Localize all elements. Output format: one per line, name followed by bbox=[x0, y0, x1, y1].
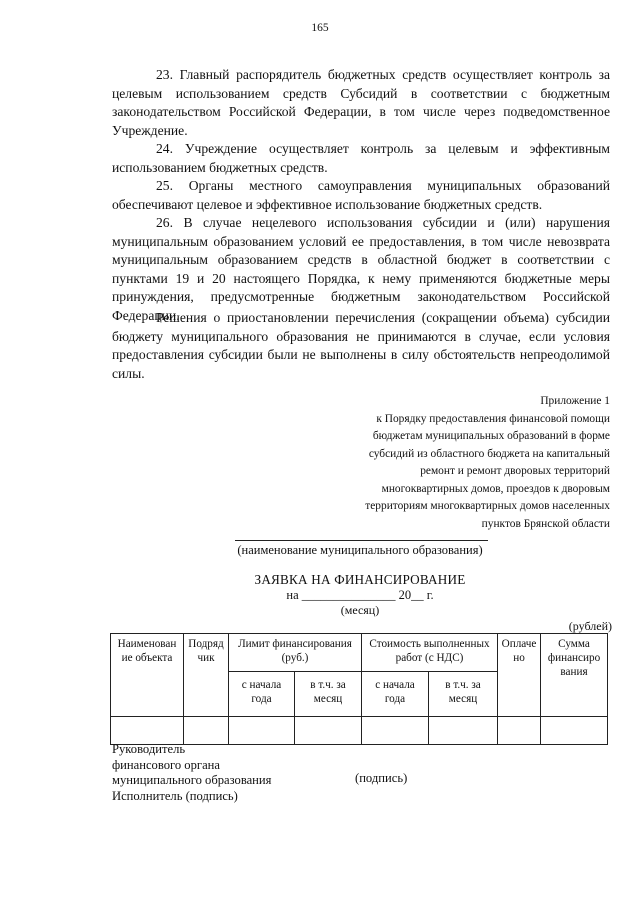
paragraph-decisions bbox=[112, 309, 610, 383]
paragraph-24 bbox=[112, 140, 610, 177]
form-title: ЗАЯВКА НА ФИНАНСИРОВАНИЕ bbox=[254, 572, 466, 587]
table-cell bbox=[111, 717, 184, 745]
header-work-cost: Стоимость выполненных работ (с НДС) bbox=[362, 634, 498, 672]
paragraph-26-text: 26. В случае нецелевого использования субсидии и (или) нарушения муниципальным образованием условий ее предоставления, в том числе невозврата муниципальным образованием средств в областной бюджет в соответствии с пунктами 19 и 20 настоящего Порядка, к нему применяются бюджетные меры принуждения, предусмотренные бюджетным законодательством Российской Федерации. bbox=[112, 215, 610, 323]
header-paid: Оплаче но bbox=[498, 634, 541, 717]
header-contractor: Подряд чик bbox=[184, 634, 229, 717]
table-cell bbox=[295, 717, 362, 745]
paragraph-23-text: 23. Главный распорядитель бюджетных средств осуществляет контроль за целевым использованием средств Субсидий в соответствии с бюджетным законодательством Российской Федерации, в том числе через подведомственное Учреждение. bbox=[112, 67, 610, 138]
table-cell bbox=[429, 717, 498, 745]
page-number: 165 bbox=[311, 22, 329, 34]
appendix-line: пунктов Брянской области bbox=[481, 517, 610, 530]
signature-head-line-3: муниципального образования bbox=[112, 773, 272, 787]
header-financing-sum: Сумма финансиро вания bbox=[541, 634, 608, 717]
table-row bbox=[111, 717, 608, 745]
header-financing-limit: Лимит финансирования (руб.) bbox=[229, 634, 362, 672]
appendix-line: многоквартирных домов, проездов к дворовым bbox=[381, 482, 610, 495]
paragraph-25-text: 25. Органы местного самоуправления муниципальных образований обеспечивают целевое и эффективное использование бюджетных средств. bbox=[112, 178, 610, 212]
signature-caption: (подпись) bbox=[355, 771, 408, 785]
signature-head-line-2: финансового органа bbox=[112, 757, 220, 772]
appendix-line: территориям многоквартирных домов населенных bbox=[365, 500, 610, 512]
form-period: на _______________ 20__ г. bbox=[286, 588, 434, 602]
appendix-line: субсидий из областного бюджета на капитальный bbox=[368, 447, 610, 460]
financing-table bbox=[110, 633, 608, 745]
subheader-limit-from-year: с начала года bbox=[229, 672, 295, 717]
appendix-heading bbox=[290, 393, 610, 533]
appendix-title: Приложение 1 bbox=[540, 395, 610, 407]
subheader-limit-month: в т.ч. за месяц bbox=[295, 672, 362, 717]
table-header-row bbox=[111, 634, 608, 672]
paragraph-24-text: 24. Учреждение осуществляет контроль за целевым и эффективным использованием бюджетных средств. bbox=[112, 141, 610, 175]
signature-head-line-1: Руководитель bbox=[112, 742, 186, 756]
table-cell bbox=[362, 717, 429, 745]
paragraph-23 bbox=[112, 66, 610, 140]
signature-block bbox=[112, 742, 271, 804]
header-object-name: Наименован ие объекта bbox=[111, 634, 184, 717]
org-name-caption: (наименование муниципального образования) bbox=[237, 543, 483, 557]
paragraph-25 bbox=[112, 177, 610, 214]
table-cell bbox=[541, 717, 608, 745]
appendix-line: бюджетам муниципальных образований в форме bbox=[372, 430, 610, 442]
appendix-line: к Порядку предоставления финансовой помощи bbox=[376, 412, 610, 425]
table-cell bbox=[229, 717, 295, 745]
signature-executor: Исполнитель (подпись) bbox=[112, 788, 238, 803]
table-cell bbox=[498, 717, 541, 745]
units-label: (рублей) bbox=[568, 619, 612, 633]
table-cell bbox=[184, 717, 229, 745]
appendix-line: ремонт и ремонт дворовых территорий bbox=[420, 465, 610, 477]
subheader-cost-month: в т.ч. за месяц bbox=[429, 672, 498, 717]
org-name-underline bbox=[235, 540, 488, 541]
month-caption: (месяц) bbox=[340, 603, 380, 617]
paragraph-decisions-text: Решения о приостановлении перечисления (сокращении объема) субсидии бюджету муниципального образования не принимаются в случае, если условия предоставления субсидии были не выполнены в силу обстоятельств непреодолимой силы. bbox=[112, 310, 610, 381]
subheader-cost-from-year: с начала года bbox=[362, 672, 429, 717]
